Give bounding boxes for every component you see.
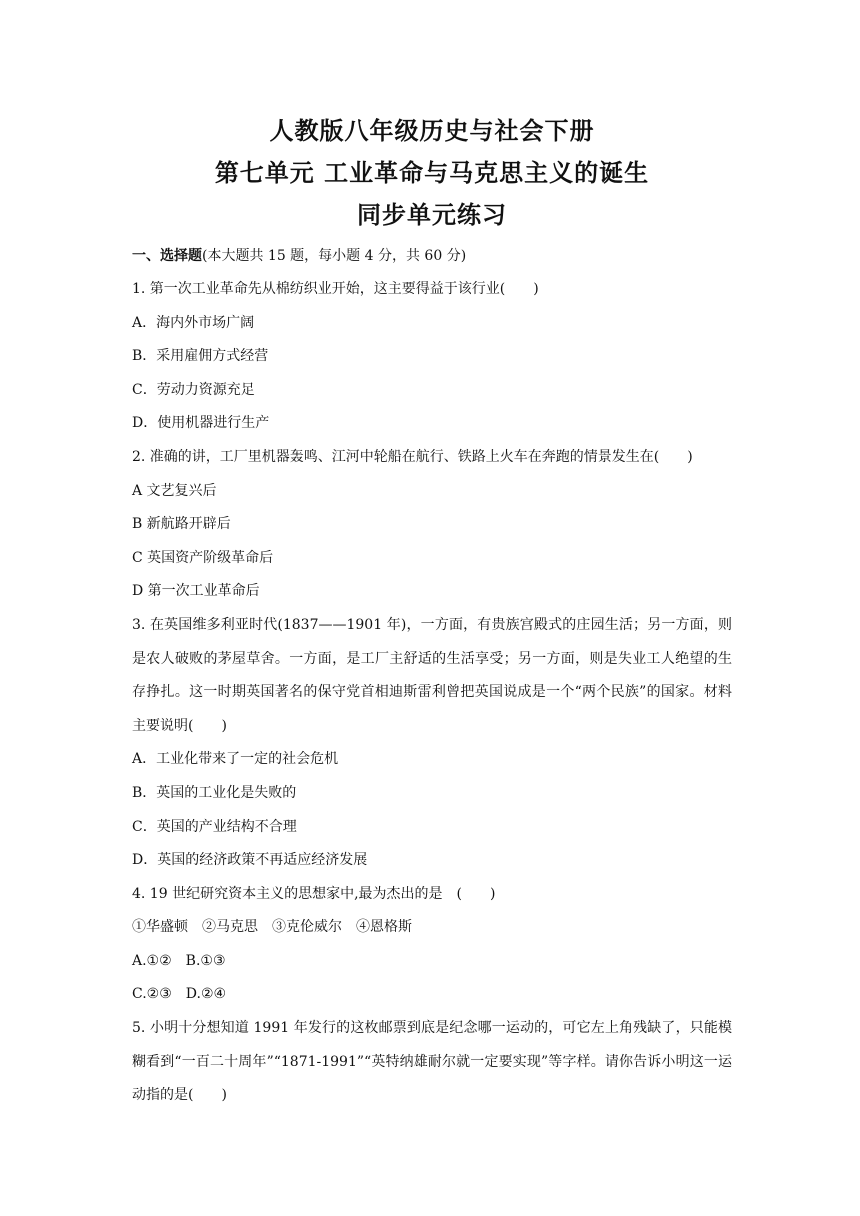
question-stem: 2. 准确的讲，工厂里机器轰鸣、江河中轮船在航行、铁路上火车在奔跑的情景发生在( ) (132, 448, 693, 465)
option-c: C．劳动力资源充足 (132, 381, 255, 398)
option-c: C．英国的产业结构不合理 (132, 818, 297, 835)
option-b: B 新航路开辟后 (132, 516, 231, 533)
option-row-cd: C.②③ D.②④ (132, 986, 227, 1003)
option-b: B．采用雇佣方式经营 (132, 348, 269, 365)
question-5 (132, 1012, 732, 1113)
question-1 (132, 273, 732, 441)
choice-list: ①华盛顿 ②马克思 ③克伦威尔 ④恩格斯 (132, 919, 412, 936)
option-b: B．英国的工业化是失败的 (132, 784, 297, 801)
section-note: (本大题共 15 题，每小题 4 分，共 60 分) (202, 248, 467, 264)
document-title-line2: 第七单元 工业革命与马克思主义的诞生 (214, 159, 650, 187)
question-2 (132, 441, 732, 609)
question-stem: 5. 小明十分想知道 1991 年发行的这枚邮票到底是纪念哪一运动的，可它左上角残缺了，只能模糊看到“一百二十周年”“1871-1991”“英特纳雄耐尔就一定要实现”等字样。请你告诉小明这一运动指的是( ) (132, 1020, 732, 1104)
section-label: 一、选择题 (132, 248, 202, 264)
question-stem: 3. 在英国维多利亚时代(1837——1901 年)，一方面，有贵族宫殿式的庄园生活；另一方面，则是农人破败的茅屋草舍。一方面，是工厂主舒适的生活享受；另一方面，则是失业工人绝望的生存挣扎。这一时期英国著名的保守党首相迪斯雷利曾把英国说成是一个“两个民族”的国家。材料主要说明( ) (132, 616, 732, 734)
option-d: D．英国的经济政策不再适应经济发展 (132, 852, 368, 869)
question-stem: 4. 19 世纪研究资本主义的思想家中,最为杰出的是 ( ) (132, 885, 496, 902)
question-3 (132, 609, 732, 878)
document-title-line3: 同步单元练习 (357, 201, 507, 229)
question-stem: 1. 第一次工业革命先从棉纺织业开始，这主要得益于该行业( ) (132, 281, 539, 297)
option-d: D．使用机器进行生产 (132, 415, 270, 432)
section-heading (132, 240, 732, 273)
option-a: A．工业化带来了一定的社会危机 (132, 751, 339, 768)
option-d: D 第一次工业革命后 (132, 583, 260, 600)
question-4 (132, 878, 732, 1012)
option-a: A 文艺复兴后 (132, 482, 217, 499)
document-title-line1: 人教版八年级历史与社会下册 (269, 117, 595, 145)
option-c: C 英国资产阶级革命后 (132, 549, 274, 566)
option-a: A．海内外市场广阔 (132, 314, 255, 331)
option-row-ab: A.①② B.①③ (132, 952, 226, 969)
